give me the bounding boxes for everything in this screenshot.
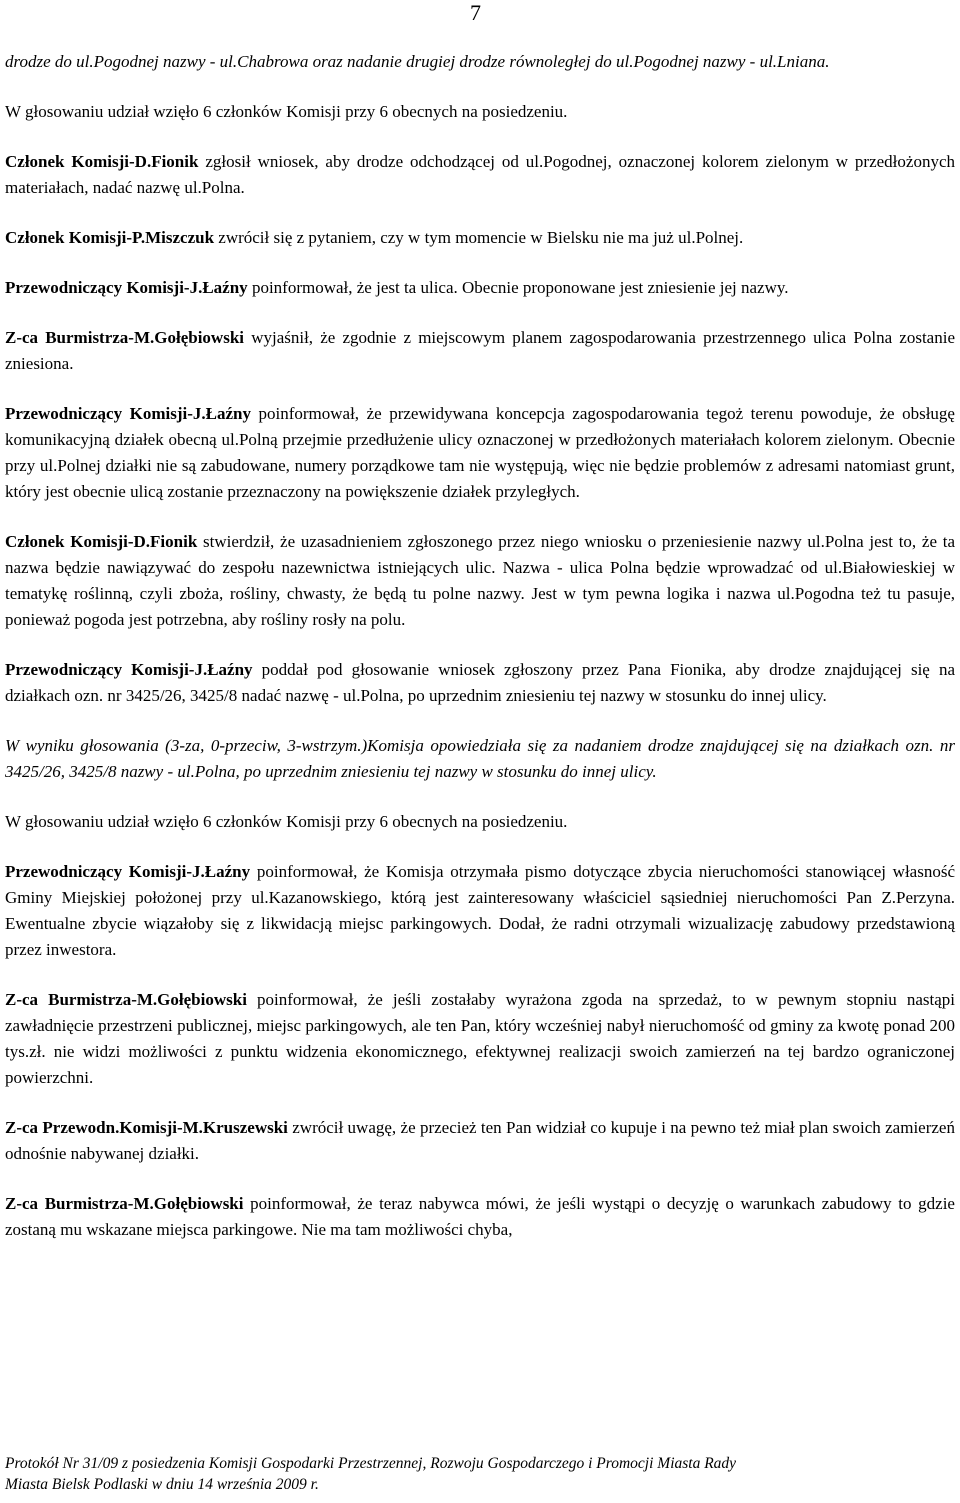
paragraph [5, 99, 955, 125]
paragraph [5, 275, 955, 301]
paragraph-text: zwrócił się z pytaniem, czy w tym momencie w Bielsku nie ma już ul.Polnej. [214, 228, 744, 247]
paragraph [5, 149, 955, 201]
page-number: 7 [470, 0, 481, 25]
paragraph [5, 325, 955, 377]
footer-line-1: Protokół Nr 31/09 z posiedzenia Komisji Gospodarki Przestrzennej, Rozwoju Gospodarczego i Promocji Miasta Rady [5, 1455, 737, 1472]
paragraph-text: poinformował, że Komisja otrzymała pismo dotyczące zbycia nieruchomości stanowiącej własność Gminy Miejskiej położonej przy ul.Kazanowskiego, którą jest zainteresowany właściciel sąsiedniej nieruchomości Pan Z.Perzyna. Ewentualne zbycie wiązałoby się z likwidacją miejsc parkingowych. Dodał, że radni otrzymali wizualizację zabudowy przedstawioną przez inwestora. [5, 862, 955, 959]
paragraph-text: poinformował, że jest ta ulica. Obecnie proponowane jest zniesienie jej nazwy. [247, 278, 789, 297]
paragraph [5, 49, 955, 75]
paragraph-text: stwierdził, że uzasadnieniem zgłoszonego przez niego wniosku o przeniesienie nazwy ul.Polna jest to, że ta nazwa będzie nawiązywać do zespołu nazewnictwa istniejących ulic. Nazwa - ulica Polna będzie wprowadzać od ul.Białowieskiej w tematykę roślinną, czyli zboża, rośliny, chwasty, że będą tu polne nazwy. Jest w tym pewna logika i nazwa ul.Pogodna też tu pasuje, ponieważ pogoda jest potrzebna, aby rośliny rosły na polu. [5, 532, 955, 629]
paragraph-text: W wyniku głosowania (3-za, 0-przeciw, 3-wstrzym.)Komisja opowiedziała się za nadaniem drodze znajdującej się na działkach ozn. nr 3425/26, 3425/8 nazwy - ul.Polna, po uprzednim zniesieniu tej nazwy w stosunku do innej ulicy. [5, 736, 955, 781]
speaker-name: Z-ca Przewodn.Komisji-M.Kruszewski [5, 1118, 288, 1137]
paragraph [5, 987, 955, 1091]
speaker-name: Przewodniczący Komisji-J.Łaźny [5, 660, 253, 679]
paragraph [5, 529, 955, 633]
document-body [5, 49, 955, 1267]
paragraph-text: poinformował, że przewidywana koncepcja zagospodarowania tegoż terenu powoduje, że obsługę komunikacyjną działek obecną ul.Polną przejmie przedłużenie ulicy oznaczonej w przedłożonych materiałach kolorem zielonym. Obecnie przy ul.Polnej działki nie są zabudowane, numery porządkowe tam nie występują, więc nie będzie problemów z adresami natomiast grunt, który jest obecnie ulicą zostanie przeznaczony na powiększenie działek przyległych. [5, 404, 955, 501]
paragraph-text: poinformował, że jeśli zostałaby wyrażona zgoda na sprzedaż, to w pewnym stopniu nastąpi zawładnięcie przestrzeni publicznej, miejsc parkingowych, ale ten Pan, który wcześniej nabył nieruchomość od gminy za kwotę ponad 200 tys.zł. nie widzi możliwości z punktu widzenia ekonomicznego, efektywnej realizacji swoich zamierzeń na tej bardzo ograniczonej powierzchni. [5, 990, 955, 1087]
page-footer [5, 1454, 955, 1495]
paragraph [5, 733, 955, 785]
footer-line-2: Miasta Bielsk Podlaski w dniu 14 września 2009 r. [5, 1475, 319, 1493]
speaker-name: Członek Komisji-P.Miszczuk [5, 228, 215, 247]
paragraph-text: W głosowaniu udział wzięło 6 członków Komisji przy 6 obecnych na posiedzeniu. [5, 812, 568, 831]
paragraph-text: zwrócił uwagę, że przecież ten Pan widział co kupuje i na pewno też miał plan swoich zamierzeń odnośnie nabywanej działki. [5, 1118, 955, 1163]
speaker-name: Przewodniczący Komisji-J.Łaźny [5, 278, 248, 297]
paragraph [5, 1191, 955, 1243]
paragraph [5, 225, 955, 251]
paragraph [5, 809, 955, 835]
paragraph-text: W głosowaniu udział wzięło 6 członków Komisji przy 6 obecnych na posiedzeniu. [5, 102, 568, 121]
paragraph-text: zgłosił wniosek, aby drodze odchodzącej od ul.Pogodnej, oznaczonej kolorem zielonym w przedłożonych materiałach, nadać nazwę ul.Polna. [5, 152, 955, 197]
paragraph-text: poinformował, że teraz nabywca mówi, że jeśli wystąpi o decyzję o warunkach zabudowy to gdzie zostaną mu wskazane miejsca parkingowe. Nie ma tam możliwości chyba, [5, 1194, 955, 1239]
speaker-name: Z-ca Burmistrza-M.Gołębiowski [5, 990, 247, 1009]
paragraph-text: drodze do ul.Pogodnej nazwy - ul.Chabrowa oraz nadanie drugiej drodze równoległej do ul.Pogodnej nazwy - ul.Lniana. [5, 52, 830, 71]
speaker-name: Z-ca Burmistrza-M.Gołębiowski [5, 328, 245, 347]
speaker-name: Członek Komisji-D.Fionik [5, 532, 198, 551]
paragraph [5, 1115, 955, 1167]
paragraph [5, 859, 955, 963]
paragraph [5, 657, 955, 709]
paragraph-text: poddał pod głosowanie wniosek zgłoszony przez Pana Fionika, aby drodze znajdującej się na działkach ozn. nr 3425/26, 3425/8 nadać nazwę - ul.Polna, po uprzednim zniesieniu tej nazwy w stosunku do innej ulicy. [5, 660, 955, 705]
paragraph [5, 401, 955, 505]
speaker-name: Przewodniczący Komisji-J.Łaźny [5, 404, 251, 423]
speaker-name: Członek Komisji-D.Fionik [5, 152, 199, 171]
paragraph-text: wyjaśnił, że zgodnie z miejscowym planem zagospodarowania przestrzennego ulica Polna zostanie zniesiona. [5, 328, 955, 373]
speaker-name: Z-ca Burmistrza-M.Gołębiowski [5, 1194, 244, 1213]
speaker-name: Przewodniczący Komisji-J.Łaźny [5, 862, 251, 881]
